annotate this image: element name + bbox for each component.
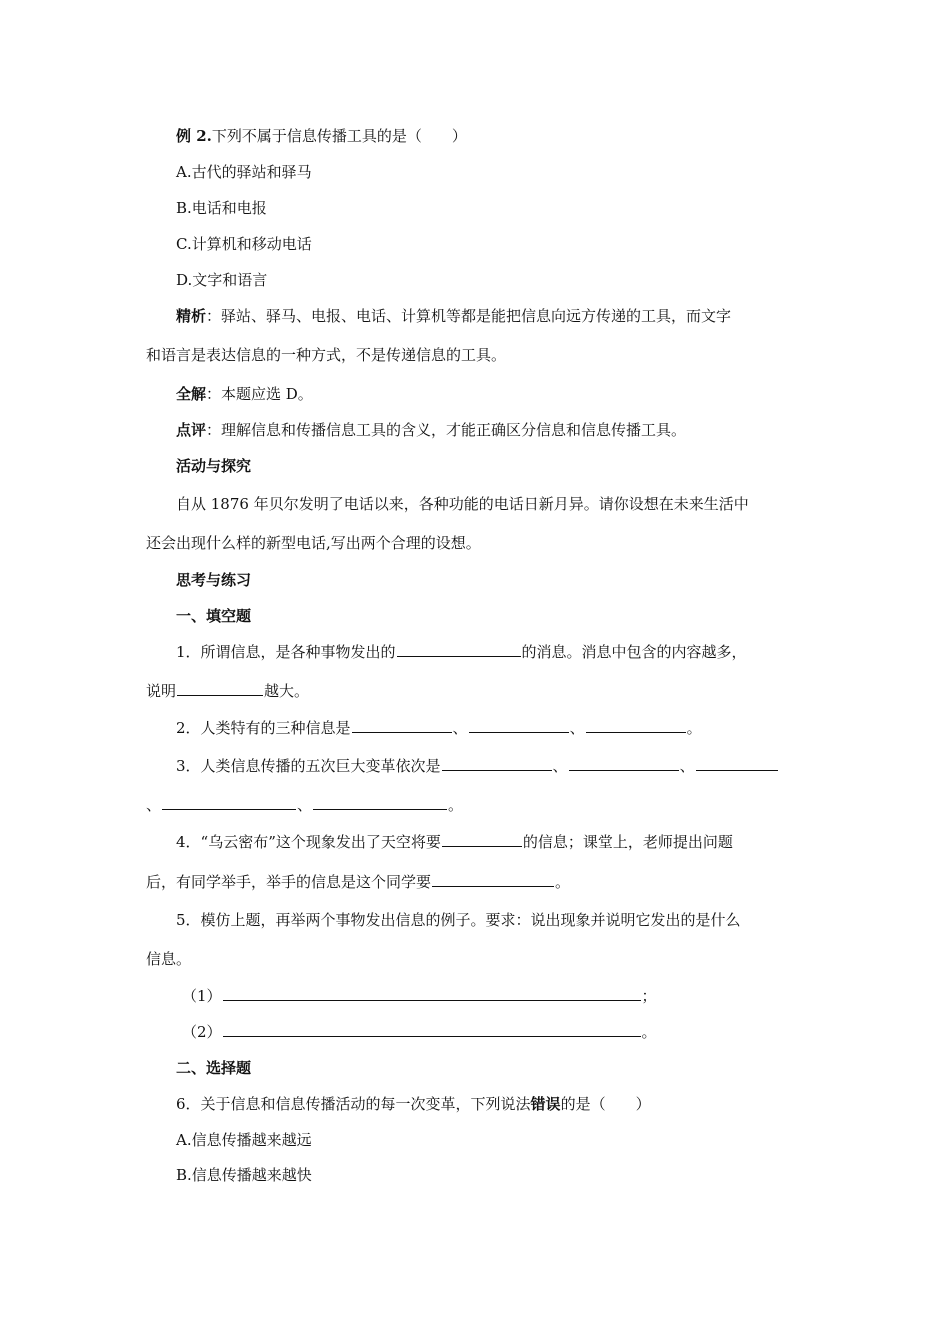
separator: 、 [569,719,585,737]
example2-option-b: B.电话和电报 [176,199,267,217]
analysis-line-2: 和语言是表达信息的一种方式，不是传递信息的工具。 [146,346,507,364]
solution-text: ：本题应选 D。 [206,385,313,403]
q4-text-b: 的信息；课堂上，老师提出问题 [522,833,733,851]
q3-blank-4[interactable] [162,795,296,810]
separator: 、 [146,796,162,814]
question-4-line-2 [146,872,570,892]
q5-item-2-label: （2） [182,1023,222,1041]
q3-blank-5[interactable] [313,795,447,810]
q1-text-c: 说明 [146,682,177,700]
q2-blank-2[interactable] [469,718,569,733]
solution-label: 全解 [176,385,207,403]
question-5-line-1: 5．模仿上题，再举两个事物发出信息的例子。要求：说出现象并说明它发出的是什么 [176,911,741,929]
q2-blank-3[interactable] [586,718,686,733]
q1-blank-1[interactable] [397,642,521,657]
choice-section-title: 二、选择题 [176,1059,252,1077]
q2-text: 2．人类特有的三种信息是 [176,719,351,737]
comment-text: ：理解信息和传播信息工具的含义，才能正确区分信息和信息传播工具。 [206,421,687,439]
q6-option-b: B.信息传播越来越快 [176,1166,312,1184]
question-5-item-1 [182,986,657,1006]
example2-label: 例 2. [176,127,212,145]
question-3-line-1 [176,756,779,776]
q4-text-c: 后，有同学举手，举手的信息是这个同学要 [146,873,432,891]
activity-title: 活动与探究 [176,457,252,475]
question-3-line-2 [146,795,463,815]
question-5-item-2 [182,1022,657,1042]
q3-text: 3．人类信息传播的五次巨大变革依次是 [176,757,441,775]
comment-line [176,420,686,440]
question-1-line-2 [146,681,309,701]
period: 。 [448,796,464,814]
q5-item-1-label: （1） [182,987,222,1005]
q1-blank-2[interactable] [177,681,263,696]
q2-blank-1[interactable] [352,718,452,733]
example2-question [176,126,467,146]
q1-text-d: 越大。 [264,682,310,700]
period: 。 [555,873,571,891]
q5-blank-1[interactable] [223,986,641,1001]
q4-blank-1[interactable] [442,832,522,847]
comment-label: 点评 [176,421,207,439]
q5-blank-2[interactable] [223,1022,641,1037]
q3-blank-2[interactable] [569,756,679,771]
q6-emphasis: 错误 [530,1095,561,1113]
semicolon: ； [641,987,657,1005]
q6-text-c: 的是（ ） [560,1095,651,1113]
q4-text-a: 4．“乌云密布”这个现象发出了天空将要 [176,833,441,851]
analysis-label: 精析 [176,307,207,325]
separator: 、 [552,757,568,775]
analysis-line-1 [176,306,731,326]
practice-title: 思考与练习 [176,571,252,589]
solution-line [176,384,313,404]
q6-option-a: A.信息传播越来越远 [176,1131,312,1149]
example2-option-c: C.计算机和移动电话 [176,235,312,253]
example2-option-a: A.古代的驿站和驿马 [176,163,312,181]
separator: 、 [297,796,313,814]
question-6 [176,1094,651,1114]
separator: 、 [679,757,695,775]
activity-text-1: 自从 1876 年贝尔发明了电话以来，各种功能的电话日新月异。请你设想在未来生活中 [176,495,749,513]
question-2 [176,718,702,738]
separator: 、 [452,719,468,737]
analysis-text-1: ：驿站、驿马、电报、电话、计算机等都是能把信息向远方传递的工具，而文字 [206,307,732,325]
question-4-line-1 [176,832,733,852]
example2-option-d: D.文字和语言 [176,271,268,289]
q1-text-a: 1．所谓信息，是各种事物发出的 [176,643,396,661]
activity-text-2: 还会出现什么样的新型电话,写出两个合理的设想。 [146,534,481,552]
q3-blank-1[interactable] [442,756,552,771]
q4-blank-2[interactable] [432,872,554,887]
q6-text-a: 6．关于信息和信息传播活动的每一次变革，下列说法 [176,1095,531,1113]
question-5-line-2: 信息。 [146,950,192,968]
fill-section-title: 一、填空题 [176,607,252,625]
q1-text-b: 的消息。消息中包含的内容越多， [521,643,747,661]
q3-blank-3[interactable] [696,756,778,771]
period: 。 [686,719,702,737]
question-1-line-1 [176,642,747,662]
example2-question-text: 下列不属于信息传播工具的是（ ） [211,127,467,145]
period: 。 [641,1023,657,1041]
